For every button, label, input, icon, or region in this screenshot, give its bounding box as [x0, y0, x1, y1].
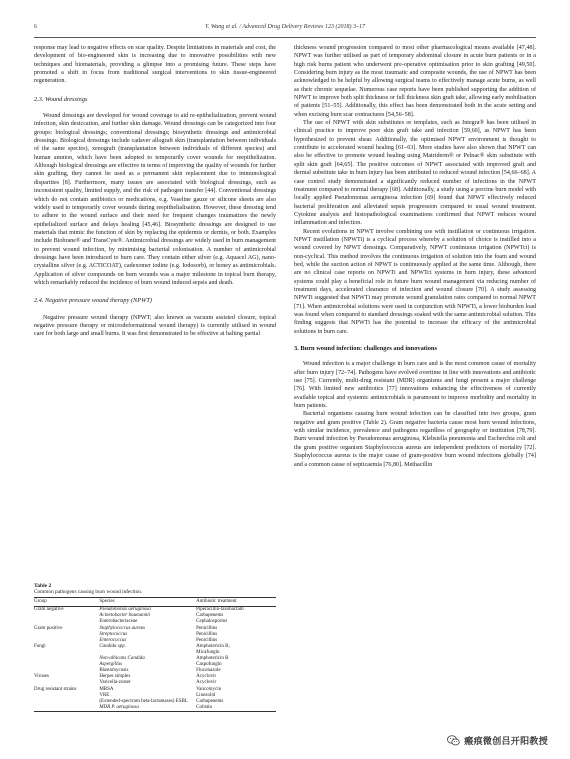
cell-species: Non-albicans Candida [99, 656, 145, 662]
cell-antibiotic: Amphotericin B [196, 656, 229, 662]
header-rule [34, 37, 536, 38]
section-heading-wound-dressings: 2.3. Wound dressings [34, 95, 88, 103]
wound-dressings-paragraph: Wound dressings are developed for wound coverage to aid re-epithelialization, prevent wound infection, skin desiccation, and further skin damage. Wound dressings can be categorized into four groups: biological dressings; conventional dressings; biosynthetic dressings and antimicrobial dressings. Biological dressings include cadaver allograft skin (transplantation between individuals of the same species), xenograft (transplantation between individuals of different species) and human amnion, which have been adopted to temporarily cover wounds for reepithelization. Although biological dressings are effective in terms of improving the quality of wounds for further skin grafting, they cannot be used as a permanent skin replacement due to immunological disparities [8]. Furthermore, many issues are associated with biological dressings, such as inconsistent quality, limited supply, and the risk of pathogen transfer [44]. Conventional dressings which do not contain antibiotics or medications, e.g. Vaseline gauze or silicone sheets are also widely used to temporarily cover wounds during reepithelialisation. However, these dressing tend to adhere to the wound surface and their need for frequent changes traumatizes the newly epithelialized surface and delays healing [45,46]. Biosynthetic dressings are designed to use materials that mimic the function of skin by replacing the epidermis or dermis, or both. Examples include Biobrane® and TransCyte®. Antimicrobial dressings are widely used in burn management to prevent wound infection, by minimising bacterial colonisation. A number of antimicrobial dressings have been introduced to burn care. They contain either silver (e.g. Aquacel AG), nano-crystalline silver (e.g. ACTICOAT), cadexomer iodine (e.g. Iodosorb), or honey as antimicrobials. Application of silver compounds on burn wounds was a major milestone in topical burn therapy, which remarkably reduced the incidence of burn wound induced sepsis and death. [34, 113, 276, 286]
cell-antibiotic: Carbapenems [196, 698, 224, 704]
watermark [447, 734, 548, 747]
skin-substitute-paragraph: The use of NPWT with skin substitutes or templates, such as Integra® has been utilised in clinical practice to improve poor skin graft take and infection [59,60], as NPWT has been hypothesized to prevent shear. Additionally, the optimised NPWT environment is thought to contribute to accelerated wound healing [61–63]. More studies have also shown that NPWT can also be effective to promote wound healing using Matriderm® or Pelnac® skin substitute with split skin graft [64,65]. The positive outcomes of NPWT associated with improved graft and dermal substitute take in burn injury has been attributed to reduced wound infection [54,66–68]. A case control study demonstrated a significantly reduced number of infections in the NPWT treatment compared to normal therapy [68]. Additionally, a study using a porcine burn model with locally applied Pseudomonas aeruginosa infection [69] found that NPWT effectively reduced bacterial proliferation and alleviated sepsis progression compared to usual wound treatment. Cytokine analysis and histopathological examinations confirmed that NPWT reduces wound inflammation and infection. [294, 120, 536, 227]
cell-antibiotic: Micafungin [196, 649, 220, 655]
cell-antibiotic: Caspofungin [196, 662, 222, 668]
wechat-icon [447, 735, 460, 746]
cell-species: MRSA [99, 686, 114, 692]
cell-species: Staphylococcus aureus [99, 625, 146, 631]
table-row [34, 607, 276, 614]
npwt-instillation-paragraph: Recent evolutions in NPWT involve combining use with instillation or continuous irrigation. NPWT instillation (NPWTi) is a cyclical process whereby a solution of choice is instilled into a wound covered by NPWT dressings. Comparatively, NPWT continuous irrigation (NPWTci) is non-cyclical. This method involves the continuous irrigation of solution into the foam and wound bed, while the suction action of NPWT is continuously applied at the same time. Although, there are no clinical case reports on NPWTi and NPWTci systems in burn injury, these advanced systems could play a beneficial role in future burn wound management via reducing number of treatment days, accelerated clearance of infection and wound closure [70]. A study assessing NPWTi suggested that NPWTi may promote wound granulation rates compared to normal NPWT [71]. When antimicrobial solutions were used in conjunction with NPWTi, a lower bioburden load was found when compared to standard dressings soaked with the same antimicrobial solution. This finding suggests that NPWTi has the potential to increase the efficacy of the antimicrobial solutions in burn care. [294, 228, 536, 335]
cell-species: Herpes simplex [99, 674, 131, 680]
cell-group: Drug resistant strains [34, 686, 77, 692]
cell-species: (Extended-spectrum beta-lactamases) ESBL [99, 698, 188, 704]
table-body [34, 607, 276, 712]
cell-antibiotic: Penicillins [196, 625, 218, 631]
cell-antibiotic: Penicillins [196, 631, 218, 637]
table-row [34, 705, 276, 712]
intro-paragraph: response may lead to negative effects on scar quality. Despite limitations in materials and cost, the development of bio-engineered skin is increasing due to innovative possibilities with new techniques and biomaterials, providing a glimpse into a promising future. These steps have promoted a shift in focus from traditional surgical interventions to skin tissue-engineered regeneration. [34, 45, 276, 85]
section-heading-npwt: 2.4. Negative pressure wound therapy (NPWT) [34, 297, 152, 305]
cell-species: MDR P. aeruginosa [99, 705, 196, 712]
cell-species: Streptococcus [99, 631, 128, 637]
cell-species: Enterobacteriaceae [99, 619, 138, 625]
cell-species: Blastomycosis [99, 668, 129, 674]
cell-species: Acinetobacter baumannii [99, 613, 151, 619]
header-group: Group [34, 598, 99, 607]
header-antibiotic: Antibiotic treatment [196, 598, 276, 607]
cell-antibiotic: Fluconazole [196, 668, 221, 674]
cell-antibiotic: Colistin [196, 705, 276, 712]
right-column [294, 44, 536, 469]
npwt-paragraph: Negative pressure wound therapy (NPWT; also known as vacuum assisted closure, topical negative pressure therapy or microdeformational wound therapy) is currently utilised in wound care for both large and small burns. It was first demonstrated to be effective at halting partial [34, 314, 276, 338]
cell-antibiotic: Amphotericin B, [196, 643, 230, 649]
cell-antibiotic: Carbapenems [196, 613, 224, 619]
watermark-text: 瘢痕微创吕开阳教授 [464, 737, 548, 747]
pathogen-table [34, 597, 276, 712]
left-column [34, 44, 276, 339]
cell-species: Candida spp. [99, 643, 126, 649]
cell-group: Viruses [34, 674, 49, 680]
cell-group: Gram negative [34, 607, 64, 613]
page-header [34, 24, 536, 36]
table-2 [34, 583, 276, 712]
page-number: 6 [34, 24, 37, 30]
section-heading-burn-infection: 3. Burn wound infection: challenges and innovations [294, 345, 437, 353]
cell-group [34, 705, 99, 712]
cell-group: Gram positive [34, 625, 63, 631]
burn-infection-paragraph: Wound infection is a major challenge in burn care and is the most common cause of mortality after burn injury [72–74]. Pathogens have evolved overtime in line with innovations and antibiotic use [75]. Currently, multi-drug resistant (MDR) organisms and fungi present a major challenge [76]. With limited new antibiotics [77] innovations enhancing the effectiveness of currently available topical and systemic antimicrobials is paramount to improve morbidity and mortality in burn patients. [294, 361, 536, 410]
cell-antibiotic: Piperacillin-tazobactam [196, 607, 244, 613]
cell-species: Enterococcus [99, 637, 127, 643]
table-caption: Common pathogens causing burn wound infection. [34, 589, 143, 596]
journal-citation: Y. Wang et al. / Advanced Drug Delivery Reviews 123 (2018) 3–17 [205, 24, 365, 30]
bacterial-organisms-paragraph: Bacterial organisms causing burn wound infection can be classified into two groups, gram negative and gram positive (Table 2). Gram negative bacteria cause most burn wound infections, with similar incidence, prevalence and pathogens regardless of geography or institution [78,79]. Burn wound infection by Pseudomonas aeruginosa, Klebsiella pneumonia and Escherchia coli and the gram positive organism Staphylococcus aureus are independent predictors of mortality [72]. Staphylococcus aureus is the major cause of gram-positive burn wound infections globally [74] and a common cause of septicaemia [76,80]. Methacillin [294, 411, 536, 468]
npwt-continued-paragraph: thickness wound progression compared to most other pharmacological means available [47,48]. NPWT was further utilised as part of temporary abdominal closure in acute burn patients or in a high risk burns patient who underwent pre-operative optimisation prior to skin grafting [49,50]. Considering burn injury as the most traumatic and composite wounds, the use of NPWT has been acknowledged to be helpful by allowing surgical teams to effectively manage acute burns, as well as their chronic sequelae. Numerous case reports have been published supporting the addition of NPWT to improve both split thickness or full thickness skin graft take, allowing early mobilisation of patients [51–55]. Additionally, this effect has been demonstrated both in the acute setting and when excising burn scar contractures [54,56–58]. [294, 45, 536, 118]
table-title: Table 2 [34, 583, 52, 589]
cell-antibiotic: Acyclovir [196, 680, 217, 686]
cell-antibiotic: Vancomycin [196, 686, 222, 692]
cell-antibiotic: Acyclovir [196, 674, 217, 680]
cell-species: Aspergillus [99, 662, 122, 668]
cell-group: Fungi [34, 643, 46, 649]
cell-species: VRE [99, 692, 110, 698]
cell-antibiotic: Cephalosporins [196, 619, 228, 625]
header-species: Species [99, 598, 196, 607]
cell-species: Varicella-zoster [99, 680, 131, 686]
cell-species: Pseudomonas aeruginosa [99, 607, 151, 613]
table-header-row [34, 598, 276, 607]
cell-antibiotic: Linezolid [196, 692, 216, 698]
cell-antibiotic: Penicillins [196, 637, 218, 643]
